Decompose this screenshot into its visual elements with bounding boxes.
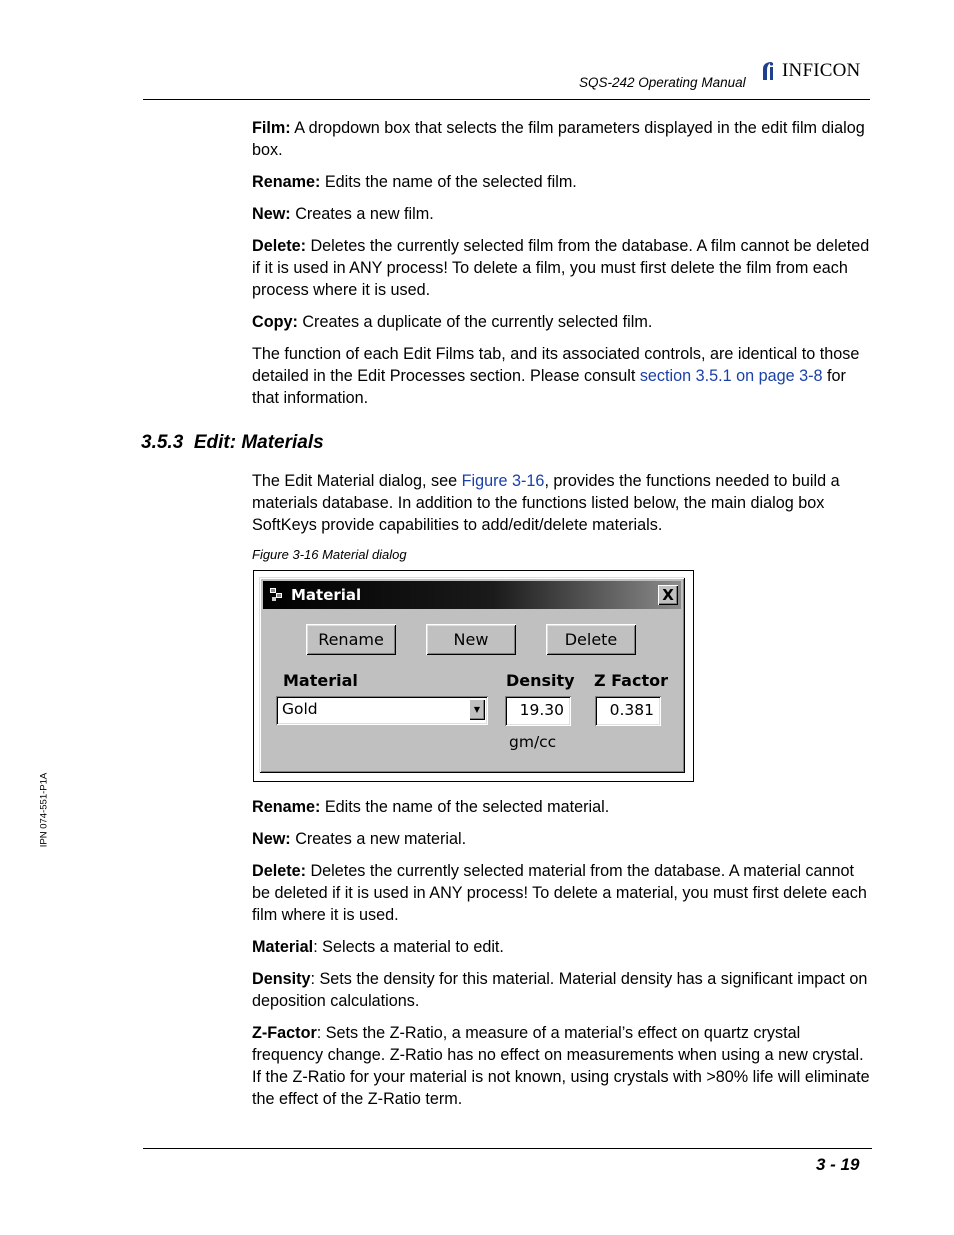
header-rule — [143, 99, 870, 100]
footer-rule — [143, 1148, 872, 1149]
desc: , provides the functions needed to build a materials database. In addition to the functions listed below, the main dialog box SoftKeys provide capabilities to add/edit/delete materials. — [252, 472, 840, 534]
term: Copy: — [252, 313, 298, 331]
ipn-label: IPN 074-551-P1A — [38, 772, 50, 848]
zfactor-value: 0.381 — [609, 701, 654, 719]
figure-link[interactable]: Figure 3-16 — [461, 472, 545, 490]
density-unit: gm/cc — [509, 733, 557, 751]
desc: Creates a new material. — [295, 830, 467, 848]
close-button[interactable]: X — [658, 585, 678, 605]
window-icon — [269, 587, 287, 603]
desc: Deletes the currently selected material from the database. A material cannot be deleted if it is used in ANY process! To delete a material, you must first delete each film where it is used. — [252, 862, 867, 924]
material-new-paragraph — [252, 828, 872, 850]
section-number: 3.5.3 — [141, 432, 184, 453]
term: New: — [252, 205, 291, 223]
desc: Edits the name of the selected film. — [324, 173, 577, 191]
film-delete-paragraph — [252, 235, 872, 301]
section-title: Edit: Materials — [193, 432, 324, 453]
section-link[interactable]: section 3.5.1 on page 3-8 — [639, 367, 823, 385]
desc: Deletes the currently selected film from the database. A film cannot be deleted if it is used in ANY process! To delete a film, you must first delete the film from each process where it is used. — [252, 237, 870, 299]
desc: Edits the name of the selected material. — [324, 798, 610, 816]
film-rename-paragraph — [252, 171, 872, 193]
dialog-titlebar[interactable] — [263, 581, 681, 609]
inficon-logo-icon — [760, 60, 780, 82]
material-rename-paragraph — [252, 796, 872, 818]
term: Delete: — [252, 862, 306, 880]
desc: The function of each Edit Films tab, and its associated controls, are identical to those detailed in the Edit Processes section. Please consult — [252, 345, 860, 385]
desc: : Sets the density for this material. Material density has a significant impact on deposition calculations. — [252, 970, 868, 1010]
film-copy-paragraph — [252, 311, 872, 333]
desc: : Sets the Z-Ratio, a measure of a material’s effect on quartz crystal frequency change. Z-Ratio has no effect on measurements when using a new crystal. If the Z-Ratio for your material is not known, using crystals with >80% life will eliminate the effect of the Z-Ratio term. — [252, 1024, 870, 1108]
term: Film: — [252, 119, 291, 137]
term: Material — [252, 938, 314, 956]
dialog-title: Material — [291, 586, 362, 604]
material-dialog — [259, 577, 685, 773]
page-number: 3 - 19 — [816, 1155, 860, 1174]
term: Rename: — [252, 173, 321, 191]
film-function-paragraph — [252, 343, 872, 409]
chevron-down-icon[interactable]: ▼ — [469, 699, 485, 720]
density-value: 19.30 — [519, 701, 564, 719]
material-delete-paragraph — [252, 860, 872, 926]
desc: Creates a new film. — [295, 205, 434, 223]
desc: A dropdown box that selects the film parameters displayed in the edit film dialog box. — [252, 119, 865, 159]
density-label: Density — [506, 671, 575, 690]
material-label: Material — [283, 671, 358, 690]
term: Delete: — [252, 237, 306, 255]
desc: : Selects a material to edit. — [313, 938, 504, 956]
figure-caption: Figure 3-16 Material dialog — [252, 547, 407, 562]
film-paragraph — [252, 117, 872, 161]
section-intro-paragraph — [252, 470, 872, 536]
material-zfactor-paragraph — [252, 1022, 872, 1110]
manual-title: SQS-242 Operating Manual — [579, 75, 746, 90]
material-select-paragraph — [252, 936, 872, 958]
brand-name: INFICON — [782, 60, 861, 81]
inficon-logo — [760, 58, 860, 84]
section-heading — [141, 432, 324, 454]
material-density-paragraph — [252, 968, 872, 1012]
density-input[interactable] — [505, 696, 571, 726]
material-select[interactable] — [276, 696, 488, 725]
term: Z-Factor — [252, 1024, 317, 1042]
term: Rename: — [252, 798, 321, 816]
film-new-paragraph — [252, 203, 872, 225]
new-button[interactable]: New — [426, 624, 516, 655]
desc: for that information. — [252, 367, 846, 407]
zfactor-label: Z Factor — [594, 671, 668, 690]
material-value: Gold — [282, 700, 318, 718]
zfactor-input[interactable] — [595, 696, 661, 726]
delete-button[interactable]: Delete — [546, 624, 636, 655]
desc: Creates a duplicate of the currently selected film. — [302, 313, 653, 331]
desc: The Edit Material dialog, see — [252, 472, 458, 490]
rename-button[interactable]: Rename — [306, 624, 396, 655]
term: New: — [252, 830, 291, 848]
term: Density — [252, 970, 311, 988]
